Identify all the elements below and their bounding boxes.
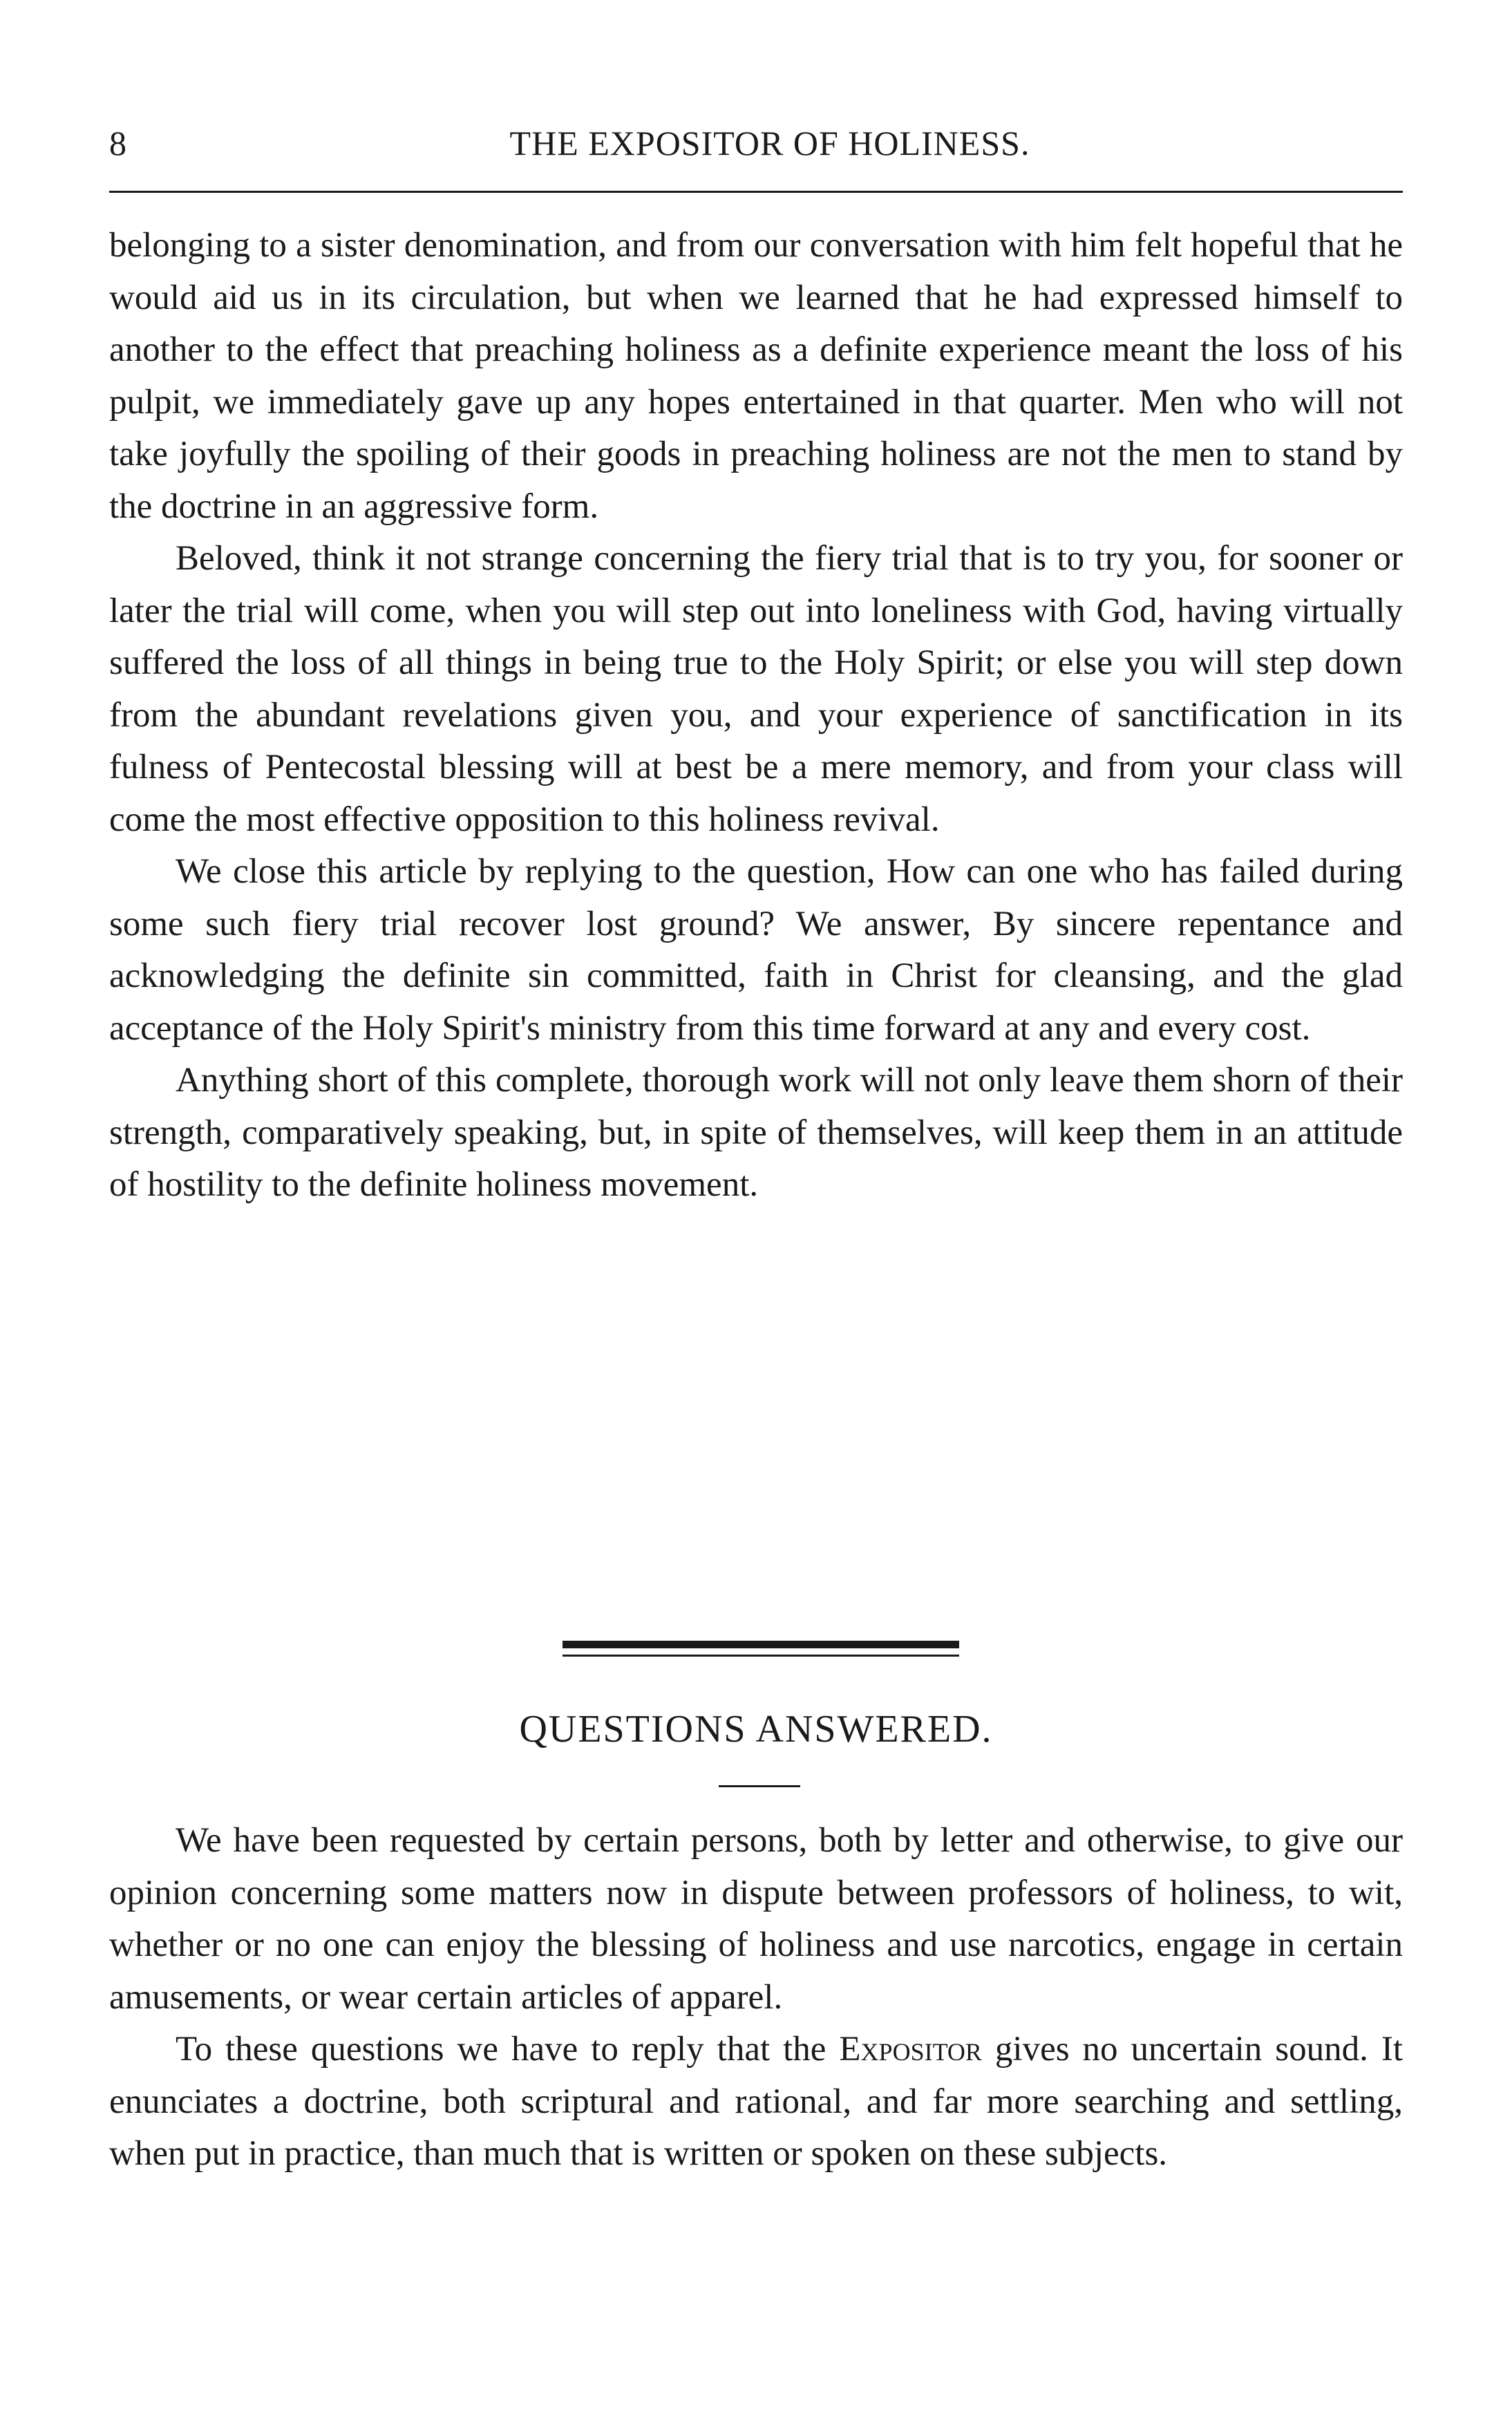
header-rule	[109, 191, 1403, 193]
section-title: QUESTIONS ANSWERED.	[519, 1708, 993, 1751]
running-head	[109, 123, 1403, 171]
page	[109, 0, 1403, 2421]
paragraph-text: gives no uncertain sound. It enunciates a doctrine, both scriptural and rational, and far more searching and settling, when put in practice, than much that is written or spoken on these subjects.	[109, 2030, 1403, 2173]
paragraph: Anything short of this complete, thorough work will not only leave them shorn of their strength, comparatively speaking, but, in spite of themselves, will keep them in an attitude of hostility to the definite holiness movement.	[109, 1061, 1403, 1204]
paragraph	[109, 2024, 1403, 2180]
page-number: 8	[109, 124, 127, 162]
paragraph: We have been requested by certain persons, both by letter and otherwise, to give our opinion concerning some matters now in dispute between professors of holiness, to wit, whether or no one can enjoy the blessing of holiness and use narcotics, engage in certain amusements, or wear certain articles of apparel.	[109, 1821, 1403, 2017]
title-rule	[719, 1785, 800, 1787]
section-divider-thin	[563, 1655, 959, 1657]
paragraph: belonging to a sister denomination, and from our conversation with him felt hopeful that he would aid us in its circulation, but when we learned that he had expressed himself to another to the effect that preaching holiness as a definite experience meant the loss of his pulpit, we immediately gave up any hopes entertained in that quarter. Men who will not take joyfully the spoiling of their goods in preaching holiness are not the men to stand by the doctrine in an aggressive form.	[109, 226, 1403, 526]
paragraph-text: To these questions we have to reply that the	[176, 2030, 840, 2069]
section-divider-thick	[563, 1641, 959, 1648]
publication-name: Expositor	[839, 2030, 982, 2069]
paragraph: We close this article by replying to the question, How can one who has failed during some such fiery trial recover lost ground? We answer, By sincere repentance and acknowledging the definite sin committed, faith in Christ for cleansing, and the glad acceptance of the Holy Spirit's ministry from this time forward at any and every cost.	[109, 852, 1403, 1048]
article-continuation	[109, 220, 1403, 1212]
paragraph: Beloved, think it not strange concerning the fiery trial that is to try you, for sooner or later the trial will come, when you will step out into loneliness with God, having virtually suffered the loss of all things in being true to the Holy Spirit; or else you will step down from the abundant revelations given you, and your experience of sanctification in its fulness of Pentecostal blessing will at best be a mere memory, and from your class will come the most effective opposition to this holiness revival.	[109, 539, 1403, 839]
questions-answered-body	[109, 1815, 1403, 2180]
running-title: THE EXPOSITOR OF HOLINESS.	[509, 124, 1030, 162]
